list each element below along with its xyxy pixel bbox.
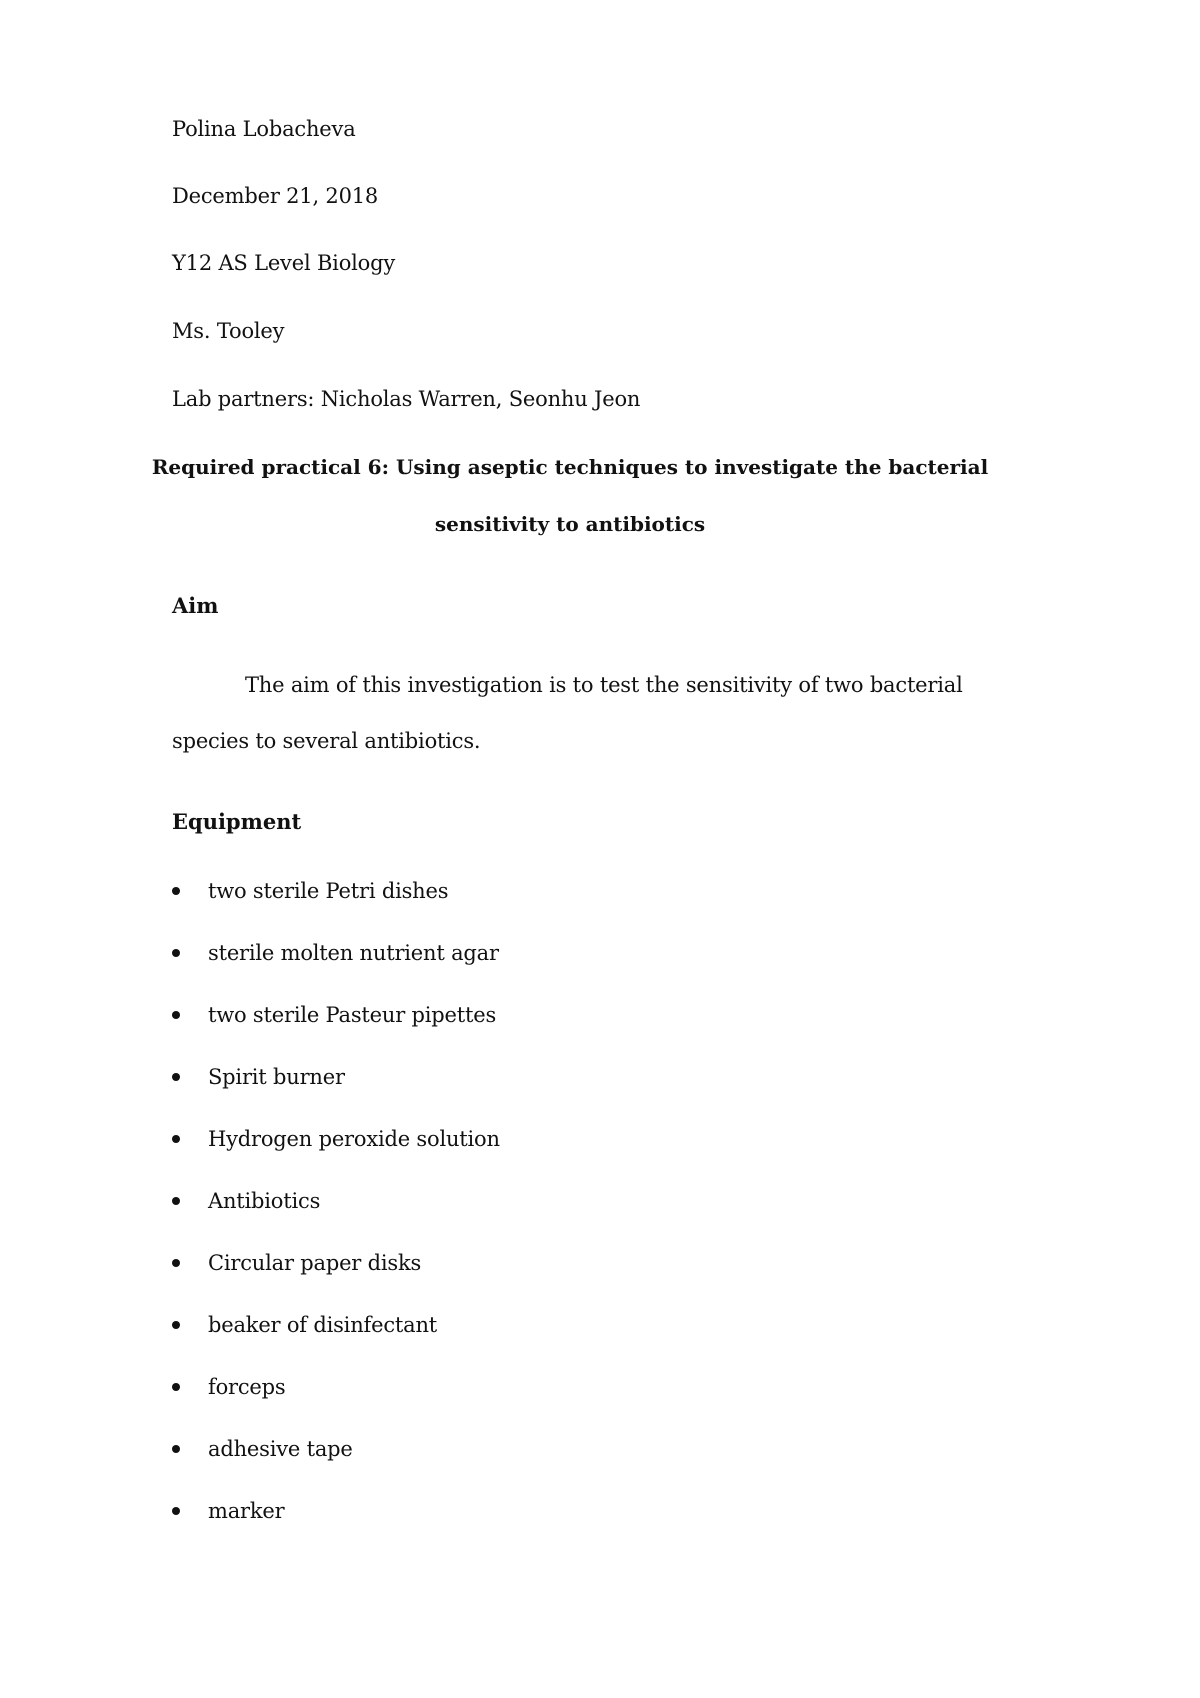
- bullet-icon: [172, 1507, 180, 1515]
- bullet-icon: [172, 1197, 180, 1205]
- aim-heading: Aim: [172, 593, 219, 618]
- bullet-icon: [172, 1011, 180, 1019]
- report-date: December 21, 2018: [172, 184, 379, 208]
- bullet-icon: [172, 1445, 180, 1453]
- bullet-icon: [172, 1321, 180, 1329]
- bullet-icon: [172, 1073, 180, 1081]
- lab-partners: Lab partners: Nicholas Warren, Seonhu Jeon: [172, 387, 641, 411]
- bullet-icon: [172, 1135, 180, 1143]
- teacher-name: Ms. Tooley: [172, 319, 285, 343]
- bullet-icon: [172, 1259, 180, 1267]
- aim-paragraph-line-1: The aim of this investigation is to test the sensitivity of two bacterial: [245, 673, 963, 697]
- bullet-icon: [172, 1383, 180, 1391]
- equipment-heading: Equipment: [172, 809, 302, 834]
- document-page: Polina Lobacheva December 21, 2018 Y12 AS Level Biology Ms. Tooley Lab partners: Nicholas Warren, Seonhu Jeon Required practical 6: Using aseptic techniques to investigate the bacterial sensitivity to antibiotics Aim The aim of this investigation is to test the sensitivity of two bacterial species to several antibiotics. Equipment two sterile Petri dishes sterile molten nutrient agar two sterile Pasteur pipettes Spirit burner Hydrogen peroxide solution Antibiotics Circular paper disks beaker of disinfectant forceps adhesive tape marker: [0, 0, 1200, 1698]
- course-name: Y12 AS Level Biology: [172, 251, 396, 275]
- document-title-line-2: sensitivity to antibiotics: [434, 512, 706, 536]
- aim-paragraph-line-2: species to several antibiotics.: [172, 729, 481, 753]
- bullet-icon: [172, 949, 180, 957]
- document-title-line-1: Required practical 6: Using aseptic techniques to investigate the bacterial: [151, 455, 989, 479]
- bullet-icon: [172, 887, 180, 895]
- author-name: Polina Lobacheva: [172, 117, 356, 141]
